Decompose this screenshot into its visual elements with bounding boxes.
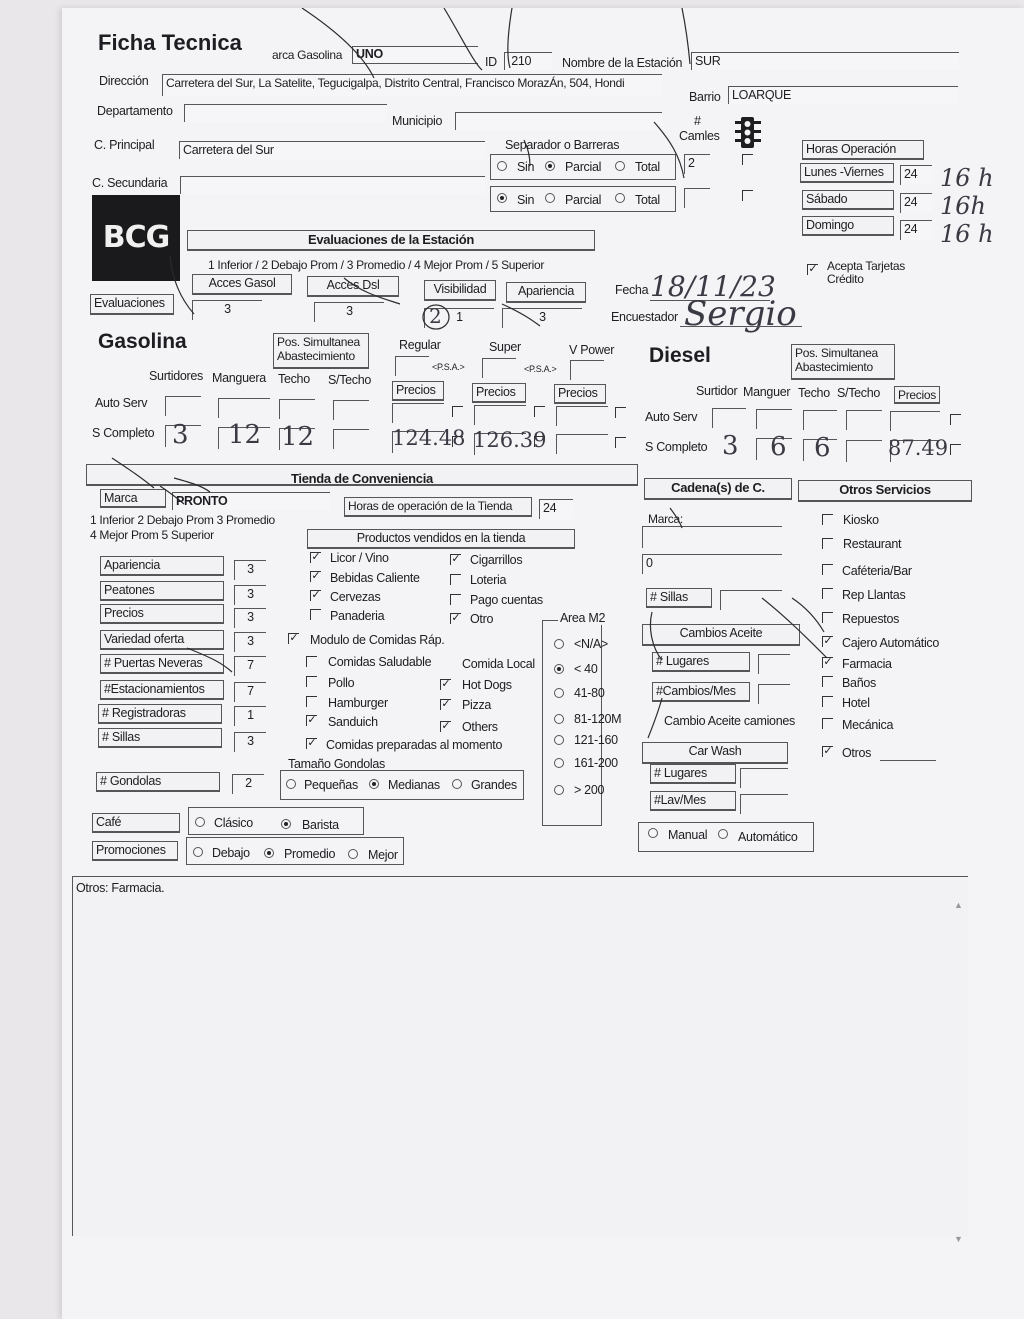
evaluaciones-title: Evaluaciones de la Estación bbox=[187, 230, 595, 251]
svc-hotel-label: Hotel bbox=[842, 696, 870, 710]
apariencia-field[interactable]: 3 bbox=[502, 308, 582, 328]
diesel-auto-serv-label: Auto Serv bbox=[645, 410, 698, 424]
area-161-200-label: 161-200 bbox=[574, 756, 618, 770]
diesel-precios-label: Precios bbox=[894, 386, 940, 404]
modulo-comidas-checkbox[interactable]: ✓ bbox=[289, 632, 299, 644]
comida-hamburger-label: Hamburger bbox=[328, 696, 388, 710]
area-gt200-radio[interactable] bbox=[554, 785, 564, 795]
promociones-label: Promociones bbox=[92, 841, 178, 861]
comida-saludable-label: Comidas Saludable bbox=[328, 655, 432, 669]
horas-lunes-handwritten: 16 h bbox=[940, 164, 994, 192]
tienda-horas-label: Horas de operación de la Tienda bbox=[344, 497, 532, 517]
svc-cajero-checkbox[interactable]: ✓ bbox=[823, 635, 833, 647]
tamano-pequenas-radio[interactable] bbox=[286, 779, 296, 789]
wash-lugares-field[interactable] bbox=[740, 768, 788, 788]
cambio-aceite-camiones-label: Cambio Aceite camiones bbox=[664, 714, 795, 728]
wash-lugares-label: # Lugares bbox=[650, 764, 736, 784]
prod-cigarrillos-label: Cigarrillos bbox=[470, 553, 523, 567]
aceite-cambios-mes-label: #Cambios/Mes bbox=[652, 682, 750, 702]
regular-label: Regular bbox=[399, 338, 441, 352]
separador-row1-total-label: Total bbox=[635, 160, 660, 174]
area-lt40-radio[interactable] bbox=[554, 664, 564, 674]
visibilidad-handwritten: 2 bbox=[429, 304, 442, 328]
gas-sc-stecho[interactable] bbox=[333, 429, 369, 449]
cadena-title: Cadena(s) de C. bbox=[644, 478, 792, 500]
acepta-tarjetas-checkbox[interactable]: ✓ bbox=[808, 263, 818, 275]
otros-servicios-title: Otros Servicios bbox=[798, 480, 972, 502]
horas-operacion-title: Horas Operación bbox=[802, 140, 924, 160]
super-psa-label: <P.S.A.> bbox=[524, 364, 557, 374]
comida-others-label: Others bbox=[462, 720, 498, 734]
barrio-label: Barrio bbox=[689, 90, 721, 104]
cafe-clasico-label: Clásico bbox=[214, 816, 253, 830]
dsl-sc-surtidor-handwritten: 3 bbox=[722, 431, 739, 461]
rating-variedad-label: Variedad oferta bbox=[100, 630, 224, 650]
area-na-radio[interactable] bbox=[554, 639, 564, 649]
diesel-s-completo-label: S Completo bbox=[645, 440, 708, 454]
encuestador-label: Encuestador bbox=[611, 310, 678, 324]
gas-as-stecho[interactable] bbox=[333, 400, 369, 420]
gas-sc-regular-price-handwritten: 124.48 bbox=[392, 426, 466, 450]
cafe-barista-label: Barista bbox=[302, 818, 339, 832]
scroll-up-icon[interactable]: ▲ bbox=[954, 900, 963, 910]
svc-cajero-label: Cajero Automático bbox=[842, 636, 940, 650]
form-sheet bbox=[62, 8, 1024, 1319]
rating-registradoras-field[interactable]: 1 bbox=[234, 706, 266, 726]
gas-as-regular-check[interactable] bbox=[452, 406, 463, 417]
area-m2-title: Area M2 bbox=[560, 611, 606, 625]
dsl-sc-price-handwritten: 87.49 bbox=[888, 436, 949, 460]
promo-debajo-radio[interactable] bbox=[193, 847, 203, 857]
cadena-sillas-field[interactable] bbox=[720, 590, 782, 610]
gas-sc-vpower-price[interactable] bbox=[556, 434, 608, 454]
aceite-lugares-label: # Lugares bbox=[652, 652, 750, 672]
gasolina-title: Gasolina bbox=[98, 330, 187, 353]
page-title: Ficha Tecnica bbox=[98, 30, 242, 55]
horas-domingo-handwritten: 16 h bbox=[940, 220, 994, 248]
cadena-sillas-label: # Sillas bbox=[646, 588, 712, 608]
evaluaciones-scale: 1 Inferior / 2 Debajo Prom / 3 Promedio / 4 Mejor Prom / 5 Superior bbox=[208, 258, 545, 272]
acces-dsl-field[interactable]: 3 bbox=[314, 302, 384, 322]
comida-preparadas-label: Comidas preparadas al momento bbox=[326, 738, 503, 752]
acces-gasol-label: Acces Gasol bbox=[192, 274, 292, 295]
modulo-comidas-label: Modulo de Comidas Ráp. bbox=[310, 633, 445, 647]
regular-psa-label: <P.S.A.> bbox=[432, 362, 465, 372]
tamano-pequenas-label: Pequeñas bbox=[304, 778, 358, 792]
prod-otro-checkbox[interactable]: ✓ bbox=[451, 612, 461, 624]
dsl-as-techo[interactable] bbox=[803, 410, 837, 430]
prod-panaderia-label: Panaderia bbox=[330, 609, 385, 623]
svc-banos-checkbox[interactable] bbox=[822, 676, 833, 687]
prod-pago-checkbox[interactable] bbox=[450, 594, 461, 605]
promo-promedio-label: Promedio bbox=[284, 847, 336, 861]
comida-pizza-checkbox[interactable]: ✓ bbox=[441, 698, 451, 710]
apariencia-label: Apariencia bbox=[506, 282, 586, 303]
comida-pollo-checkbox[interactable] bbox=[306, 676, 317, 687]
svc-cafeteria-checkbox[interactable] bbox=[822, 564, 833, 575]
calle-principal-label: C. Principal bbox=[94, 138, 155, 152]
nombre-estacion-label: Nombre de la Estación bbox=[562, 56, 683, 70]
separador-row1-parcial-radio[interactable] bbox=[545, 161, 555, 171]
vpower-precios-label: Precios bbox=[554, 384, 606, 404]
productos-title: Productos vendidos en la tienda bbox=[307, 529, 575, 549]
visibilidad-field[interactable]: 1 bbox=[424, 308, 494, 328]
separador-title: Separador o Barreras bbox=[505, 138, 620, 152]
svc-otros-label: Otros bbox=[842, 746, 872, 760]
rating-variedad-field[interactable]: 3 bbox=[234, 632, 266, 652]
cadena-marca-label: Marca: bbox=[648, 512, 683, 526]
gasolina-s-completo-label: S Completo bbox=[92, 426, 155, 440]
calle-secundaria-label: C. Secundaria bbox=[92, 176, 168, 190]
gas-as-vpower-price[interactable] bbox=[556, 406, 608, 426]
horas-sabado-field[interactable]: 24 bbox=[900, 193, 932, 213]
dsl-as-manguer[interactable] bbox=[756, 409, 792, 429]
rating-puertas-label: # Puertas Neveras bbox=[100, 654, 224, 674]
gas-sc-vpower-check[interactable] bbox=[615, 437, 626, 448]
rating-sillas-label: # Sillas bbox=[98, 728, 222, 748]
aceite-cambios-mes-field[interactable] bbox=[758, 684, 790, 704]
gas-as-super-price[interactable] bbox=[474, 405, 526, 425]
area-121-160-label: 121-160 bbox=[574, 733, 618, 747]
cadena-value-field[interactable]: 0 bbox=[642, 554, 782, 574]
tienda-marca-field[interactable]: PRONTO bbox=[172, 492, 330, 510]
diesel-pos-simultanea bbox=[791, 344, 895, 380]
tienda-title: Tienda de Conveniencia bbox=[86, 464, 638, 486]
regular-precios-label: Precios bbox=[392, 381, 444, 401]
cadena-marca-field[interactable] bbox=[642, 526, 782, 548]
rating-precios-field[interactable]: 3 bbox=[234, 608, 266, 628]
semaforo-checkbox-1[interactable] bbox=[742, 154, 753, 165]
id-field[interactable] bbox=[504, 52, 552, 70]
departamento-label: Departamento bbox=[97, 104, 173, 118]
id-label: ID bbox=[485, 55, 497, 69]
dsl-as-check[interactable] bbox=[950, 414, 961, 425]
svc-kiosko-label: Kiosko bbox=[843, 513, 879, 527]
diesel-manguer-label: Manguer bbox=[743, 385, 791, 399]
rating-peatones-field[interactable]: 3 bbox=[234, 585, 266, 605]
calle-principal-field[interactable]: Carretera del Sur bbox=[179, 141, 485, 159]
separador-row2-sin-radio[interactable] bbox=[497, 193, 507, 203]
separador-row2-parcial-label: Parcial bbox=[565, 193, 602, 207]
gondolas-field[interactable]: 2 bbox=[232, 774, 264, 794]
horas-domingo-field[interactable]: 24 bbox=[900, 220, 932, 240]
gasolina-auto-serv-label: Auto Serv bbox=[95, 396, 148, 410]
acepta-tarjetas-label: Acepta Tarjetas bbox=[827, 259, 905, 273]
separador-row2-parcial-radio[interactable] bbox=[545, 193, 555, 203]
dsl-as-surtidor[interactable] bbox=[712, 408, 746, 428]
svc-otros-underline bbox=[880, 760, 936, 761]
super-label: Super bbox=[489, 340, 521, 354]
separador-row2-total-radio[interactable] bbox=[615, 193, 625, 203]
horas-lunes-label: Lunes -Viernes bbox=[800, 163, 894, 183]
prod-licor-checkbox[interactable]: ✓ bbox=[311, 551, 321, 563]
area-121-160-radio[interactable] bbox=[554, 735, 564, 745]
municipio-field[interactable] bbox=[455, 112, 662, 130]
prod-pago-label: Pago cuentas bbox=[470, 593, 543, 607]
tamano-medianas-radio[interactable] bbox=[369, 779, 379, 789]
acces-dsl-label: Acces Dsl bbox=[307, 276, 399, 297]
gasolina-mangueras-label: Manguera bbox=[212, 371, 266, 385]
promo-debajo-label: Debajo bbox=[212, 846, 250, 860]
departamento-field[interactable] bbox=[184, 104, 387, 122]
comida-saludable-checkbox[interactable] bbox=[306, 656, 317, 667]
gondolas-label: # Gondolas bbox=[96, 772, 220, 792]
rating-registradoras-label: # Registradoras bbox=[98, 704, 222, 724]
prod-cervezas-label: Cervezas bbox=[330, 590, 381, 604]
rating-estacionamientos-field[interactable]: 7 bbox=[234, 682, 266, 702]
svc-rep-llantas-label: Rep Llantas bbox=[842, 588, 906, 602]
area-lt40-label: < 40 bbox=[574, 662, 598, 676]
marca-gasolina-field[interactable]: UNO bbox=[352, 46, 478, 64]
prod-loteria-checkbox[interactable] bbox=[450, 574, 461, 585]
gas-sc-techo-handwritten: 12 bbox=[281, 422, 315, 452]
horas-sabado-label: Sábado bbox=[802, 190, 894, 210]
calle-secundaria-field[interactable] bbox=[180, 176, 485, 194]
separador-row1-total-radio[interactable] bbox=[615, 161, 625, 171]
encuestador-handwritten: Sergio bbox=[684, 294, 797, 334]
acepta-credito-label: Crédito bbox=[827, 272, 864, 286]
super-psa-box[interactable] bbox=[482, 358, 516, 378]
promo-mejor-label: Mejor bbox=[368, 848, 398, 862]
diesel-stecho-label: S/Techo bbox=[837, 386, 881, 400]
prod-cigarrillos-checkbox[interactable]: ✓ bbox=[451, 553, 461, 565]
otros-text: Otros: Farmacia. bbox=[76, 881, 165, 895]
comida-sanduich-label: Sanduich bbox=[328, 715, 378, 729]
svc-mecanica-label: Mecánica bbox=[842, 718, 894, 732]
separador-row1-sin-radio[interactable] bbox=[497, 161, 507, 171]
comida-preparadas-checkbox[interactable]: ✓ bbox=[307, 737, 317, 749]
diesel-surtidor-label: Surtidor bbox=[696, 384, 738, 398]
svc-restaurant-label: Restaurant bbox=[843, 537, 902, 551]
fecha-label: Fecha bbox=[615, 283, 649, 297]
car-wash-label: Car Wash bbox=[642, 742, 788, 764]
gas-as-surtidores[interactable] bbox=[165, 396, 201, 416]
gas-as-mangueras[interactable] bbox=[218, 398, 270, 418]
marca-gasolina-label: arca Gasolina bbox=[272, 48, 343, 62]
wash-automatico-label: Automático bbox=[738, 830, 798, 844]
separador-row2-sin-label: Sin bbox=[517, 193, 535, 207]
tamano-gondolas-title: Tamaño Gondolas bbox=[288, 757, 385, 771]
aceite-lugares-field[interactable] bbox=[758, 654, 790, 674]
cambios-aceite-label: Cambios Aceite bbox=[642, 624, 800, 646]
cafe-barista-radio[interactable] bbox=[281, 819, 291, 829]
nombre-estacion-field[interactable]: SUR bbox=[691, 52, 959, 70]
direccion-field[interactable]: Carretera del Sur, La Satelite, Tegucigalpa, Distrito Central, Francisco MorazÁn, 504, Hondi bbox=[162, 74, 662, 96]
comida-hotdogs-label: Hot Dogs bbox=[462, 678, 512, 692]
area-41-80-radio[interactable] bbox=[554, 688, 564, 698]
cafe-clasico-radio[interactable] bbox=[195, 817, 205, 827]
comida-local-label: Comida Local bbox=[462, 657, 535, 671]
prod-loteria-label: Loteria bbox=[470, 573, 507, 587]
prod-otro-label: Otro bbox=[470, 612, 494, 626]
evaluaciones-label: Evaluaciones bbox=[90, 294, 174, 315]
camiles-label: Camles bbox=[679, 129, 720, 143]
regular-psa-box[interactable] bbox=[395, 356, 429, 376]
prod-cervezas-checkbox[interactable]: ✓ bbox=[311, 589, 321, 601]
otros-textarea[interactable] bbox=[72, 876, 968, 1236]
promo-mejor-radio[interactable] bbox=[348, 849, 358, 859]
camiles-field-2[interactable] bbox=[684, 188, 710, 208]
rating-precios-label: Precios bbox=[100, 604, 224, 624]
gasolina-pos-simultanea bbox=[273, 333, 369, 369]
id-value: 210 bbox=[511, 54, 532, 68]
acces-gasol-field[interactable]: 3 bbox=[192, 300, 262, 320]
gas-as-super-check[interactable] bbox=[534, 406, 545, 417]
prod-bebidas-checkbox[interactable]: ✓ bbox=[311, 570, 321, 582]
svc-farmacia-label: Farmacia bbox=[842, 657, 892, 671]
svc-kiosko-checkbox[interactable] bbox=[822, 514, 833, 525]
area-41-80-label: 41-80 bbox=[574, 686, 605, 700]
gasolina-stecho-label: S/Techo bbox=[328, 373, 372, 387]
comida-pollo-label: Pollo bbox=[328, 676, 355, 690]
diesel-techo-label: Techo bbox=[798, 386, 830, 400]
svc-banos-label: Baños bbox=[842, 676, 876, 690]
wash-manual-radio[interactable] bbox=[648, 828, 658, 838]
area-81-120-label: 81-120M bbox=[574, 712, 622, 726]
wash-automatico-radio[interactable] bbox=[718, 829, 728, 839]
svc-rep-llantas-checkbox[interactable] bbox=[822, 588, 833, 599]
barrio-field[interactable]: LOARQUE bbox=[728, 86, 958, 104]
svc-cafeteria-label: Caféteria/Bar bbox=[842, 564, 912, 578]
dsl-sc-stecho[interactable] bbox=[846, 440, 882, 462]
tienda-horas-field[interactable]: 24 bbox=[539, 499, 573, 519]
comida-sanduich-checkbox[interactable]: ✓ bbox=[307, 714, 317, 726]
gas-sc-super-check[interactable] bbox=[534, 436, 545, 447]
horas-lunes-field[interactable]: 24 bbox=[900, 165, 932, 185]
semaforo-checkbox-2[interactable] bbox=[742, 190, 753, 201]
dsl-sc-check[interactable] bbox=[950, 444, 961, 455]
separador-row1-sin-label: Sin bbox=[517, 160, 535, 174]
tienda-marca-label: Marca bbox=[100, 489, 166, 508]
rating-apariencia-label: Apariencia bbox=[100, 556, 224, 576]
visibilidad-label: Visibilidad bbox=[424, 280, 496, 301]
prod-bebidas-label: Bebidas Caliente bbox=[330, 571, 420, 585]
traffic-light-icon bbox=[734, 116, 762, 150]
comida-pizza-label: Pizza bbox=[462, 698, 492, 712]
area-161-200-radio[interactable] bbox=[554, 758, 564, 768]
vpower-label: V Power bbox=[569, 343, 615, 357]
vpower-psa-box[interactable] bbox=[570, 360, 604, 380]
area-81-120-radio[interactable] bbox=[554, 714, 564, 724]
gasolina-surtidores-label: Surtidores bbox=[149, 369, 203, 383]
camiles-field[interactable]: 2 bbox=[684, 154, 710, 174]
super-precios-label: Precios bbox=[472, 383, 526, 403]
encuestador-underline bbox=[680, 326, 802, 327]
municipio-label: Municipio bbox=[392, 114, 443, 128]
gas-as-techo[interactable] bbox=[279, 399, 315, 419]
gas-sc-surtidores-handwritten: 3 bbox=[172, 420, 189, 450]
prod-panaderia-checkbox[interactable] bbox=[310, 609, 321, 620]
rating-peatones-label: Peatones bbox=[100, 581, 224, 601]
area-na-label: <N/A> bbox=[574, 637, 608, 651]
svc-repuestos-label: Repuestos bbox=[842, 612, 900, 626]
svc-mecanica-checkbox[interactable] bbox=[822, 718, 833, 729]
svc-otros-checkbox[interactable]: ✓ bbox=[823, 745, 833, 757]
horas-sabado-handwritten: 16h bbox=[940, 192, 986, 220]
direccion-label: Dirección bbox=[99, 74, 149, 88]
cafe-label: Café bbox=[92, 813, 180, 833]
wash-lav-mes-field[interactable] bbox=[740, 794, 788, 814]
prod-licor-label: Licor / Vino bbox=[330, 551, 389, 565]
gasolina-pos-simultanea-l2: Abastecimiento bbox=[277, 349, 355, 363]
fecha-handwritten: 18/11/23 bbox=[650, 270, 776, 303]
area-gt200-label: > 200 bbox=[574, 783, 605, 797]
gasolina-pos-simultanea-l1: Pos. Simultanea bbox=[277, 335, 360, 349]
scroll-down-icon[interactable]: ▼ bbox=[954, 1234, 963, 1244]
svc-repuestos-checkbox[interactable] bbox=[822, 612, 833, 623]
rating-estacionamientos-label: #Estacionamientos bbox=[100, 680, 224, 700]
diesel-pos-simultanea-l2: Abastecimiento bbox=[795, 360, 873, 374]
gasolina-techo-label: Techo bbox=[278, 372, 310, 386]
gas-as-vpower-check[interactable] bbox=[615, 407, 626, 418]
rating-puertas-field[interactable]: 7 bbox=[234, 656, 266, 676]
gas-sc-regular-check[interactable] bbox=[452, 436, 463, 447]
gas-as-regular-price[interactable] bbox=[392, 403, 444, 423]
dsl-sc-techo-handwritten: 6 bbox=[814, 433, 831, 463]
rating-sillas-field[interactable]: 3 bbox=[234, 732, 266, 752]
marca-gasolina-underline bbox=[352, 46, 478, 47]
separador-row2-total-label: Total bbox=[635, 193, 660, 207]
gas-sc-super-price-handwritten: 126.39 bbox=[473, 428, 547, 452]
tienda-scale-1: 1 Inferior 2 Debajo Prom 3 Promedio bbox=[90, 513, 275, 527]
diesel-pos-simultanea-l1: Pos. Simultanea bbox=[795, 346, 878, 360]
diesel-title: Diesel bbox=[649, 344, 711, 367]
comida-hotdogs-checkbox[interactable]: ✓ bbox=[441, 678, 451, 690]
bcg-logo: BCG bbox=[92, 195, 180, 281]
svc-restaurant-checkbox[interactable] bbox=[822, 538, 833, 549]
tienda-scale-2: 4 Mejor Prom 5 Superior bbox=[90, 528, 214, 542]
wash-lav-mes-label: #Lav/Mes bbox=[650, 791, 736, 811]
dsl-as-stecho[interactable] bbox=[846, 410, 882, 430]
svc-hotel-checkbox[interactable] bbox=[822, 696, 833, 707]
camiles-hash: # bbox=[694, 114, 701, 128]
wash-manual-label: Manual bbox=[668, 828, 708, 842]
svc-farmacia-checkbox[interactable]: ✓ bbox=[823, 656, 833, 668]
comida-hamburger-checkbox[interactable] bbox=[306, 696, 317, 707]
dsl-as-price[interactable] bbox=[890, 411, 940, 431]
horas-domingo-label: Domingo bbox=[802, 216, 894, 236]
dsl-sc-manguer-handwritten: 6 bbox=[770, 432, 787, 462]
promo-promedio-radio[interactable] bbox=[264, 848, 274, 858]
gas-sc-mangueras-handwritten: 12 bbox=[228, 420, 262, 450]
tamano-grandes-radio[interactable] bbox=[452, 779, 462, 789]
separador-row1-parcial-label: Parcial bbox=[565, 160, 602, 174]
tamano-grandes-label: Grandes bbox=[471, 778, 517, 792]
tamano-medianas-label: Medianas bbox=[388, 778, 440, 792]
comida-others-checkbox[interactable]: ✓ bbox=[441, 720, 451, 732]
rating-apariencia-field[interactable]: 3 bbox=[234, 560, 266, 580]
